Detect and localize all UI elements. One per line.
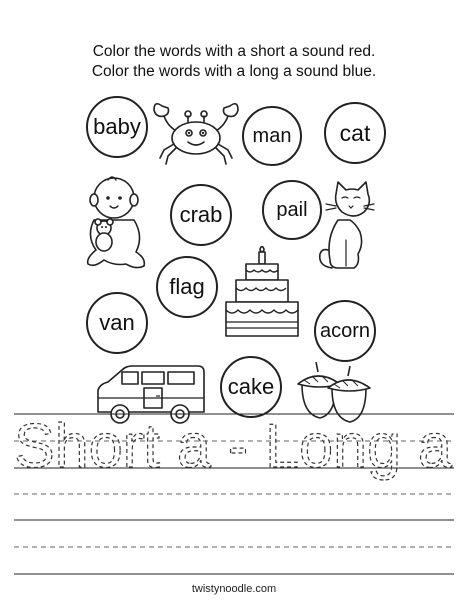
footer-site-name: twistynoodle.com [191, 583, 277, 595]
instruction-line-1: Color the words with a short a sound red. [92, 43, 376, 60]
word-label: baby [93, 114, 141, 139]
word-label: flag [169, 274, 205, 299]
word-label: acorn [319, 319, 371, 342]
word-label: cake [227, 374, 275, 399]
instruction-line-2: Color the words with a long a sound blue. [91, 63, 377, 80]
tracing-text: Short a - Long a [14, 412, 453, 481]
word-label: crab [179, 202, 223, 227]
word-label: cat [339, 119, 371, 146]
word-label: pail [276, 198, 308, 221]
word-label: van [99, 310, 135, 335]
word-label: man [252, 124, 292, 147]
